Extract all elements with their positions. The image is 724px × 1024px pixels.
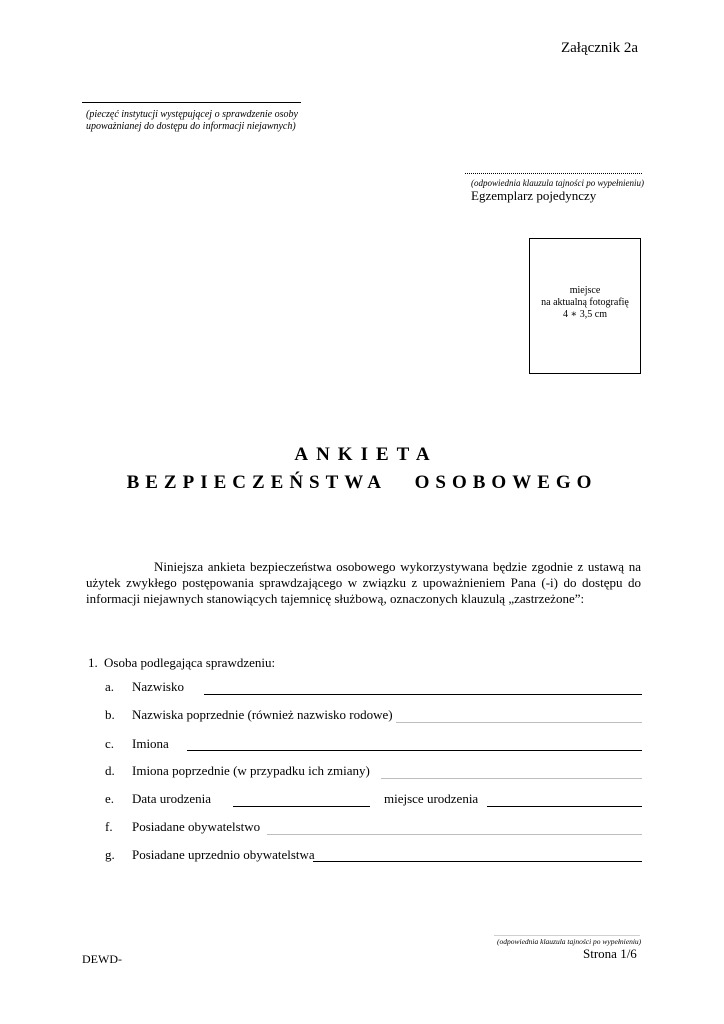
previous-surnames-label: Nazwiska poprzednie (również nazwisko rodowe) (132, 707, 393, 722)
document-code: DEWD- (82, 952, 122, 966)
attachment-label: Załącznik 2a (560, 40, 638, 56)
item-previous-surnames: b. Nazwiska poprzednie (również nazwisko rodowe) (105, 707, 393, 722)
previous-surnames-field[interactable] (396, 722, 642, 723)
previous-citizenship-field[interactable] (313, 861, 642, 862)
surname-field[interactable] (204, 694, 642, 695)
photo-caption-line2: na aktualną fotografię (541, 297, 629, 308)
citizenship-field[interactable] (267, 834, 642, 835)
section-1-heading (88, 655, 275, 671)
photo-caption-line1: miejsce (569, 285, 601, 296)
item-birth: e. Data urodzenia (105, 791, 212, 806)
intro-paragraph: Niniejsza ankieta bezpieczeństwa osobowego wykorzystywana będzie zgodnie z ustawą na użytek zwykłego postępowania sprawdzającego w związku z upoważnieniem Pana (-i) do dostępu do informacji niejawnych stanowiących tajemnicę służbową, oznaczonych klauzulą „zastrzeżone”: (86, 559, 641, 606)
previous-first-names-label: Imiona poprzednie (w przypadku ich zmiany) (132, 763, 370, 778)
birth-place-label: miejsce urodzenia (384, 791, 479, 806)
stamp-caption: (pieczęć instytucji występującej o sprawdzenie osoby upoważnianej do dostępu do informacji niejawnych) (86, 109, 298, 132)
stamp-line (82, 102, 301, 103)
section-1-label: Osoba podlegająca sprawdzeniu: (104, 655, 276, 670)
document-title-line1: ANKIETA (294, 444, 438, 465)
item-first-names: c. Imiona (105, 736, 169, 751)
copy-label: Egzemplarz pojedynczy (471, 188, 597, 203)
section-1-number: 1. (88, 655, 98, 670)
footer-clause-caption: (odpowiednia klauzula tajności po wypełnieniu) (497, 937, 642, 946)
clause-dotted-line (465, 173, 642, 174)
clause-caption: (odpowiednia klauzula tajności po wypełnieniu) (471, 178, 644, 188)
photo-placeholder (529, 238, 641, 374)
page-number: Strona 1/6 (583, 946, 637, 961)
birth-date-field[interactable] (233, 806, 370, 807)
previous-citizenship-label: Posiadane uprzednio obywatelstwa (132, 847, 315, 862)
first-names-field[interactable] (187, 750, 642, 751)
item-citizenship: f. Posiadane obywatelstwo (105, 819, 261, 834)
previous-first-names-field[interactable] (381, 778, 642, 779)
footer-clause-line (494, 935, 640, 936)
item-previous-citizenship: g. Posiadane uprzednio obywatelstwa (105, 847, 315, 862)
document-title-line2: BEZPIECZEŃSTWA OSOBOWEGO (126, 472, 598, 493)
photo-caption-line3: 4 ∗ 3,5 cm (562, 309, 607, 320)
birth-date-label: Data urodzenia (132, 791, 212, 806)
citizenship-label: Posiadane obywatelstwo (132, 819, 261, 834)
surname-label: Nazwisko (132, 679, 184, 694)
birth-place-field[interactable] (487, 806, 642, 807)
first-names-label: Imiona (132, 736, 169, 751)
item-previous-first-names: d. Imiona poprzednie (w przypadku ich zmiany) (105, 763, 370, 778)
item-surname: a. Nazwisko (105, 679, 184, 694)
